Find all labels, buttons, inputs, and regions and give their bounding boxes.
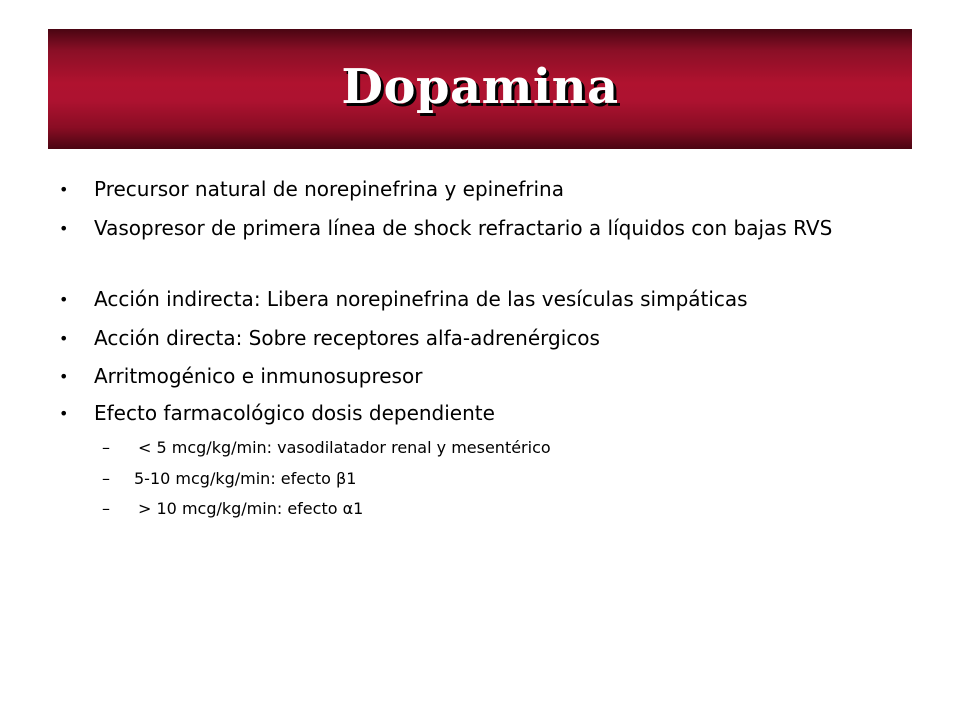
sub-bullet-text: 5-10 mcg/kg/min: efecto β1 bbox=[134, 469, 357, 488]
bullet-text: Precursor natural de norepinefrina y epinefrina bbox=[94, 177, 564, 201]
sub-bullet-text: > 10 mcg/kg/min: efecto α1 bbox=[138, 499, 364, 518]
bullet-text: Acción indirecta: Libera norepinefrina de las vesículas simpáticas bbox=[94, 287, 748, 311]
bullet-marker: • bbox=[59, 290, 69, 309]
sub-bullet-marker: – bbox=[102, 499, 110, 518]
sub-bullet-marker: – bbox=[102, 469, 110, 488]
bullet-marker: • bbox=[59, 367, 69, 386]
bullet-text: Vasopresor de primera línea de shock refractario a líquidos con bajas RVS bbox=[94, 216, 833, 240]
slide-title: Dopamina bbox=[341, 59, 619, 115]
bullet-marker: • bbox=[59, 404, 69, 423]
bullet-text: Arritmogénico e inmunosupresor bbox=[94, 364, 423, 388]
bullet-marker: • bbox=[59, 329, 69, 348]
bullet-marker: • bbox=[59, 180, 69, 199]
sub-bullet-text: < 5 mcg/kg/min: vasodilatador renal y mesentérico bbox=[138, 438, 551, 457]
bullet-text: Acción directa: Sobre receptores alfa-adrenérgicos bbox=[94, 326, 600, 350]
bullet-marker: • bbox=[59, 219, 69, 238]
sub-bullet-marker: – bbox=[102, 438, 110, 457]
bullet-text: Efecto farmacológico dosis dependiente bbox=[94, 401, 495, 425]
